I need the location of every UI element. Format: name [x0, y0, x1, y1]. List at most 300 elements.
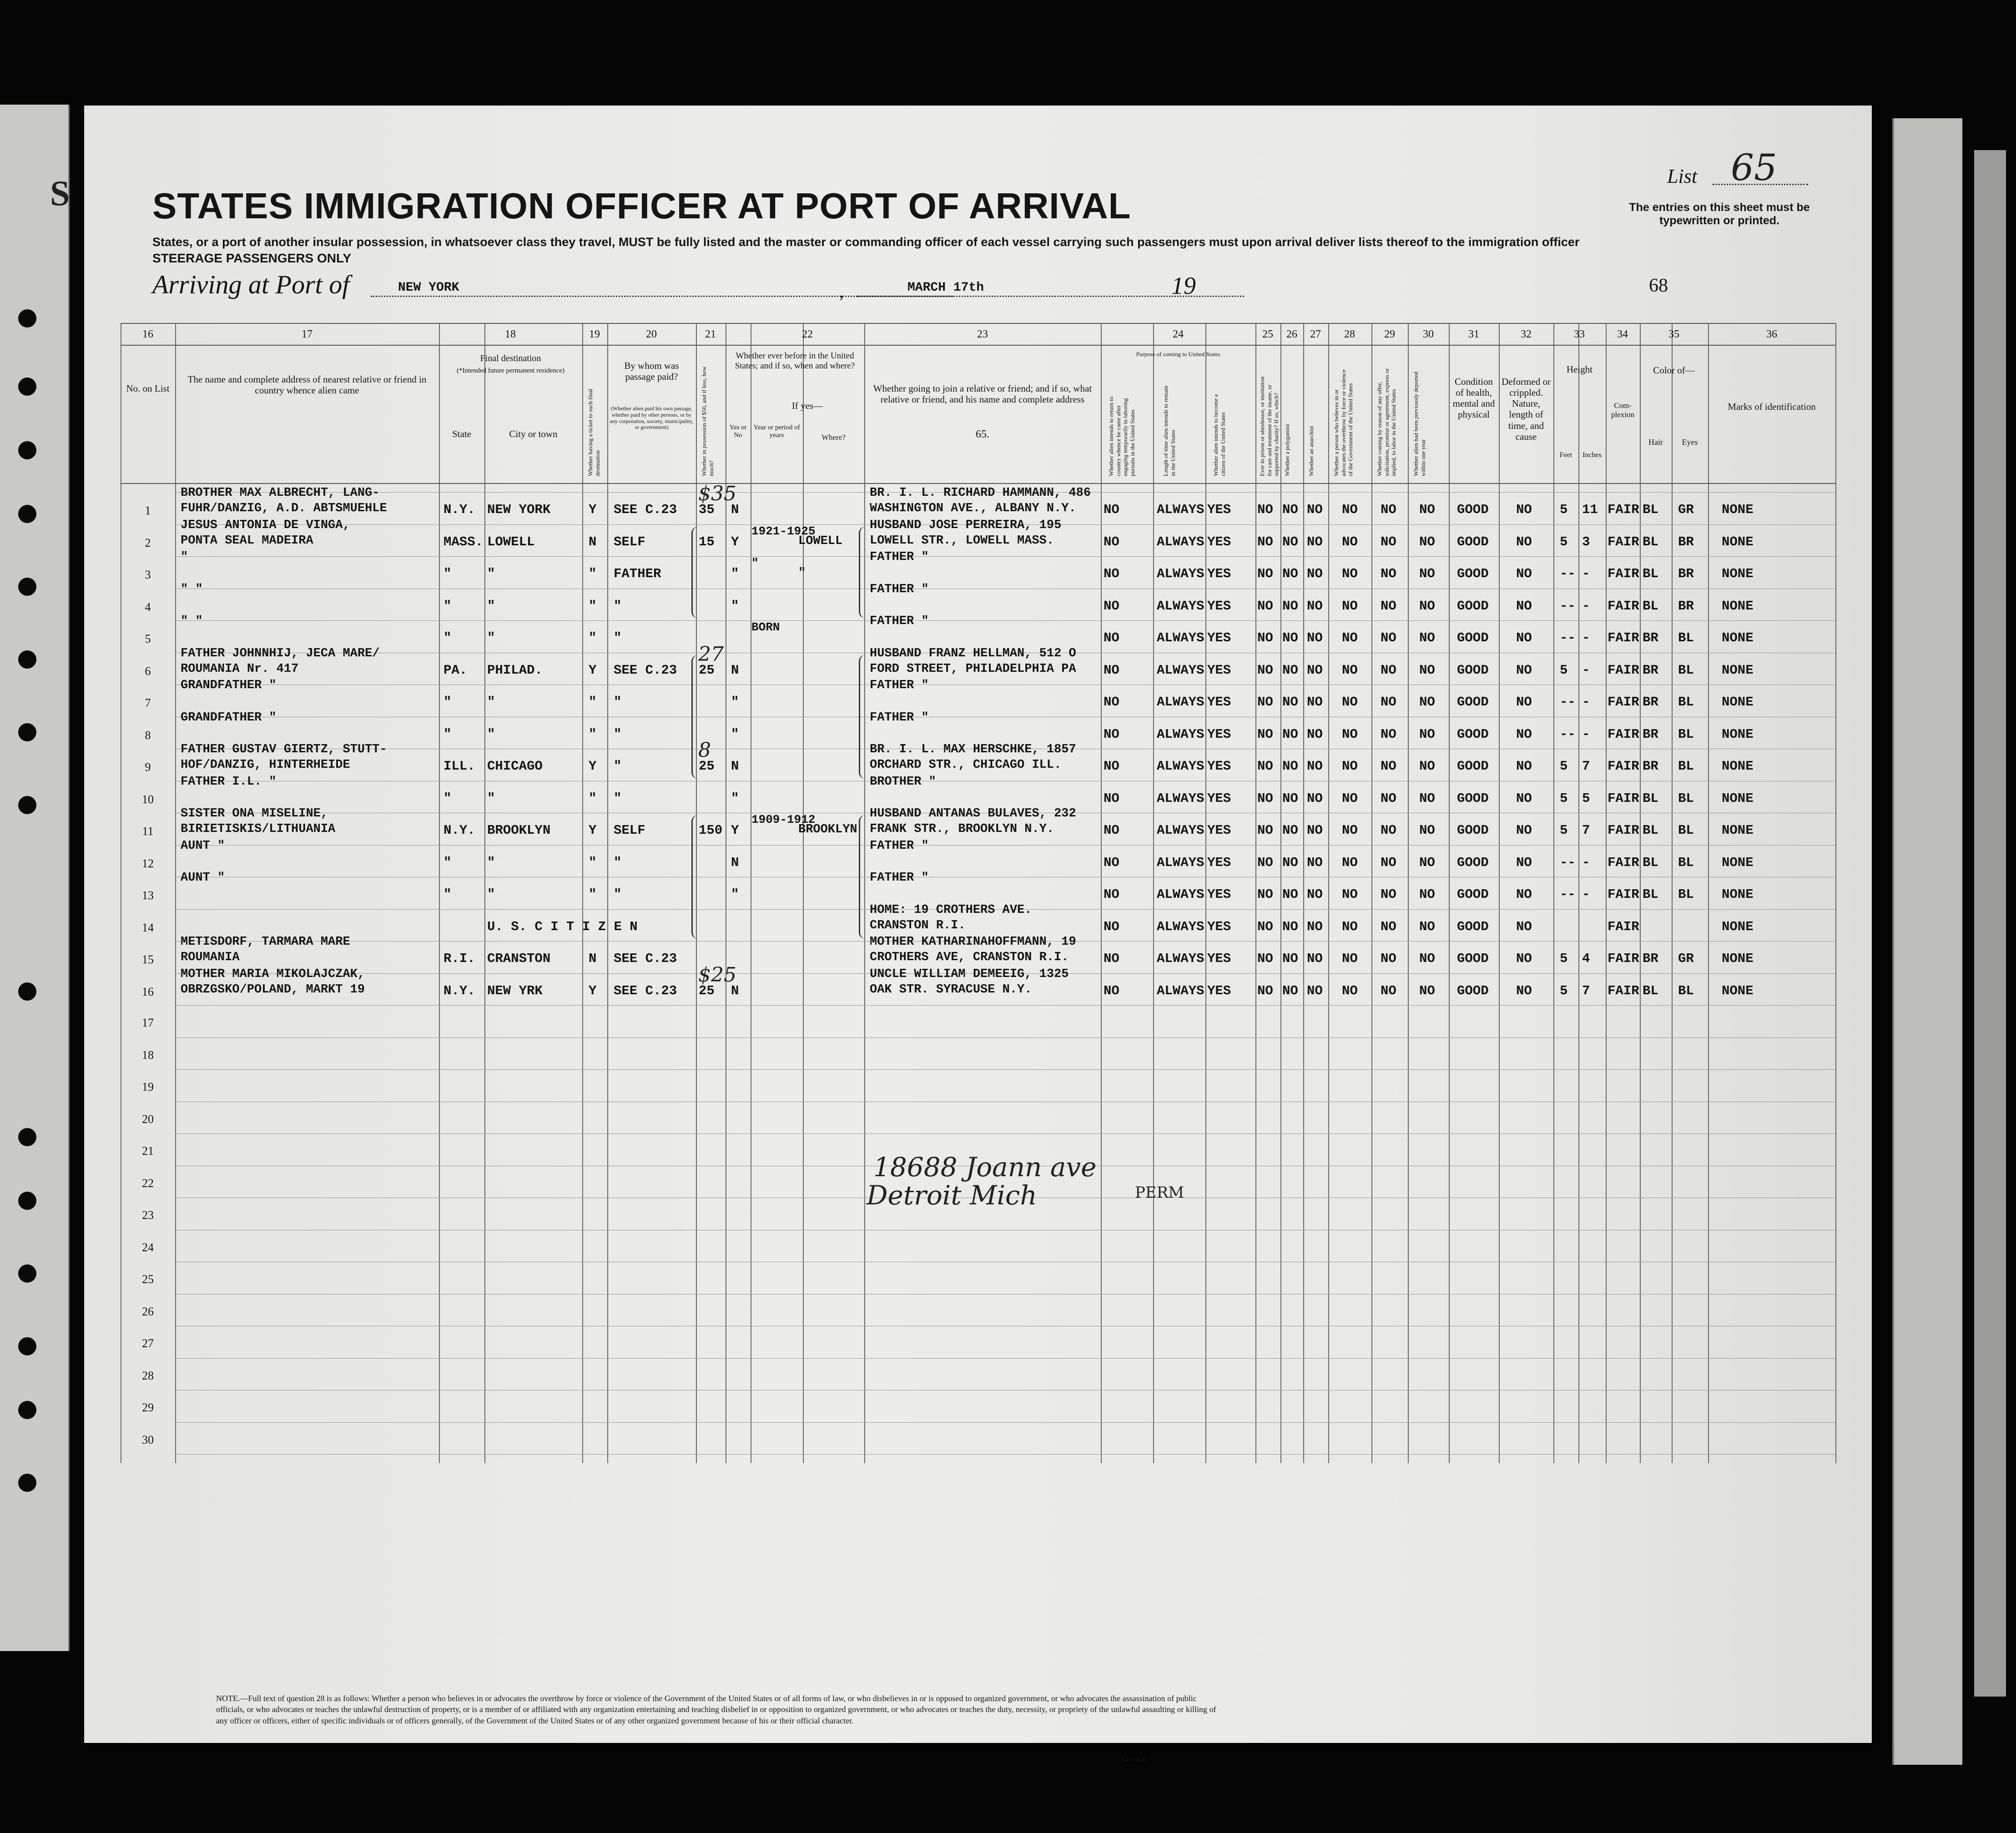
money-value: 15	[699, 534, 715, 549]
health-value: GOOD	[1457, 630, 1489, 645]
polygamist-value: NO	[1282, 791, 1298, 806]
left-page-fragment: S	[50, 173, 70, 213]
height-inches-value: -	[1582, 662, 1590, 678]
purpose-return-value: NO	[1104, 502, 1119, 517]
ticket-value: "	[589, 695, 597, 710]
complexion-value: FAIR	[1608, 695, 1639, 710]
polygamist-value: NO	[1282, 695, 1298, 710]
hair-value: BL	[1643, 855, 1658, 870]
q29-value: NO	[1381, 566, 1396, 581]
row-number: 17	[142, 1016, 154, 1029]
money-value: 150	[699, 823, 723, 838]
binder-hole	[18, 982, 36, 1001]
row-rule	[175, 1037, 1835, 1038]
before-us-value: N	[731, 502, 739, 517]
marks-value: NONE	[1722, 630, 1754, 645]
deformed-value: NO	[1516, 502, 1532, 517]
destination-state: "	[444, 855, 452, 870]
q29-value: NO	[1381, 534, 1396, 549]
row-number: 5	[145, 632, 151, 645]
row-number: 29	[142, 1401, 154, 1414]
marks-value: NONE	[1722, 662, 1754, 678]
height-inches-value: -	[1582, 598, 1590, 614]
row-rule	[175, 1069, 1835, 1070]
row-number: 26	[142, 1304, 154, 1318]
destination-city: U. S. C I T I Z E N	[487, 919, 638, 934]
column-rule	[1408, 323, 1409, 1463]
joining-relative: FATHER "	[870, 839, 929, 853]
anarchist-value: NO	[1307, 919, 1323, 934]
relative-address: PONTA SEAL MADEIRA	[181, 534, 313, 548]
q29-value: NO	[1381, 791, 1396, 806]
purpose-length-value: ALWAYS	[1157, 919, 1205, 934]
purpose-citizen-value: YES	[1207, 630, 1231, 645]
purpose-return-value: NO	[1104, 887, 1119, 902]
row-number: 27	[142, 1337, 154, 1350]
money-value: 35	[699, 502, 715, 517]
q30-value: NO	[1419, 983, 1435, 998]
header-q28: Whether a person who believes in or advocates the overthrow by force or violence of the Government of the United States	[1333, 369, 1354, 476]
health-value: GOOD	[1457, 983, 1489, 998]
deformed-value: NO	[1516, 855, 1532, 870]
deformed-value: NO	[1516, 630, 1532, 645]
purpose-length-value: ALWAYS	[1157, 598, 1205, 614]
destination-city: NEW YORK	[487, 502, 551, 517]
destination-city: "	[487, 630, 495, 645]
ticket-value: "	[589, 566, 597, 581]
header-health: Condition of health, mental and physical	[1452, 376, 1495, 420]
binder-hole	[18, 441, 36, 459]
binder-hole	[18, 1401, 36, 1419]
relative-address: BIRIETISKIS/LITHUANIA	[181, 822, 336, 836]
anarchist-value: NO	[1307, 630, 1323, 645]
column-rule	[1328, 323, 1329, 1463]
health-value: GOOD	[1457, 598, 1489, 614]
q29-value: NO	[1381, 695, 1396, 710]
eyes-value: GR	[1678, 951, 1694, 966]
header-money: Whether in possession of $50, and if less, how much?	[701, 366, 715, 476]
binder-hole	[18, 1337, 36, 1355]
column-number-rule	[121, 345, 1835, 346]
destination-state: "	[444, 566, 452, 581]
health-value: GOOD	[1457, 855, 1489, 870]
q30-value: NO	[1419, 502, 1435, 517]
column-number: 31	[1468, 328, 1479, 340]
hair-value: BL	[1643, 791, 1658, 806]
row-rule	[175, 845, 1835, 846]
q30-value: NO	[1419, 726, 1435, 742]
years-value: 1921-1925	[751, 524, 816, 538]
marks-value: NONE	[1722, 823, 1754, 838]
purpose-return-value: NO	[1104, 983, 1119, 998]
q29-value: NO	[1381, 887, 1396, 902]
prison-value: NO	[1257, 598, 1273, 614]
prison-value: NO	[1257, 983, 1273, 998]
column-rule	[1101, 323, 1102, 1463]
destination-city: "	[487, 855, 495, 870]
header-city: City or town	[509, 428, 558, 439]
health-value: GOOD	[1457, 534, 1489, 549]
port-value: NEW YORK	[398, 281, 459, 295]
row-number: 2	[145, 536, 151, 549]
joining-relative: FATHER "	[870, 871, 929, 885]
eyes-value: GR	[1678, 502, 1694, 517]
health-value: GOOD	[1457, 951, 1489, 966]
row-rule	[175, 556, 1835, 557]
joining-relative: ORCHARD STR., CHICAGO ILL.	[870, 758, 1062, 772]
purpose-length-value: ALWAYS	[1157, 630, 1205, 645]
destination-state: "	[444, 630, 452, 645]
ticket-value: Y	[589, 759, 597, 774]
column-number: 35	[1668, 328, 1679, 340]
q30-value: NO	[1419, 598, 1435, 614]
prison-value: NO	[1257, 630, 1273, 645]
relative-address: "	[181, 550, 188, 564]
polygamist-value: NO	[1282, 726, 1298, 742]
before-us-value: Y	[731, 823, 739, 838]
where-value: LOWELL	[798, 534, 843, 548]
relative-address: SISTER ONA MISELINE,	[181, 807, 328, 821]
purpose-citizen-value: YES	[1207, 534, 1231, 549]
height-feet-value: --	[1560, 726, 1576, 742]
row-number: 18	[142, 1048, 154, 1062]
q29-value: NO	[1381, 759, 1396, 774]
destination-city: "	[487, 887, 495, 902]
purpose-length-value: ALWAYS	[1157, 855, 1205, 870]
relative-address: ROUMANIA Nr. 417	[181, 662, 299, 676]
joining-bracket	[859, 527, 867, 619]
health-value: GOOD	[1457, 502, 1489, 517]
page-title: STATES IMMIGRATION OFFICER AT PORT OF ARRIVAL	[152, 186, 1131, 226]
destination-state: "	[444, 887, 452, 902]
row-number: 20	[142, 1112, 154, 1126]
column-rule	[1280, 323, 1281, 1463]
purpose-length-value: ALWAYS	[1157, 726, 1205, 742]
manifest-page	[84, 106, 1872, 1763]
arriving-label: Arriving at Port of	[152, 270, 350, 299]
purpose-return-value: NO	[1104, 630, 1119, 645]
column-number: 23	[977, 328, 988, 340]
binder-hole	[18, 309, 36, 327]
joining-relative: UNCLE WILLIAM DEMEEIG, 1325	[870, 967, 1069, 981]
destination-city: "	[487, 695, 495, 710]
column-number: 20	[646, 328, 657, 340]
destination-city: "	[487, 598, 495, 614]
q28-value: NO	[1342, 919, 1358, 934]
purpose-citizen-value: YES	[1207, 502, 1231, 517]
q30-value: NO	[1419, 887, 1435, 902]
eyes-value: BL	[1678, 759, 1694, 774]
health-value: GOOD	[1457, 566, 1489, 581]
destination-state: N.Y.	[444, 983, 475, 998]
row-number: 9	[145, 760, 151, 774]
destination-city: "	[487, 726, 495, 742]
column-rule	[1672, 323, 1673, 1463]
row-rule	[175, 1454, 1835, 1455]
comma: ,	[839, 281, 844, 302]
purpose-length-value: ALWAYS	[1157, 887, 1205, 902]
destination-state: "	[444, 598, 452, 614]
column-number: 30	[1423, 328, 1434, 340]
header-purpose-length: Length of time alien intends to remain in the United States	[1162, 385, 1176, 476]
q28-value: NO	[1342, 502, 1358, 517]
ticket-value: Y	[589, 823, 597, 838]
column-rule	[1553, 323, 1554, 1463]
passage-paid-value: SEE C.23	[614, 662, 677, 678]
purpose-citizen-value: YES	[1207, 823, 1231, 838]
purpose-citizen-value: YES	[1207, 887, 1231, 902]
column-rule	[582, 323, 583, 1463]
column-number: 26	[1286, 328, 1297, 340]
right-adjacent-page-edge	[1974, 150, 2006, 1697]
hair-value: BL	[1643, 502, 1658, 517]
anarchist-value: NO	[1307, 983, 1323, 998]
column-number: 32	[1521, 328, 1532, 340]
before-us-value: N	[731, 759, 739, 774]
header-q30: Whether alien had been previously deported within one year	[1412, 372, 1426, 476]
row-number: 19	[142, 1080, 154, 1093]
column-rule	[1255, 323, 1256, 1463]
header-deformed: Deformed or crippled. Nature, length of time, and cause	[1502, 376, 1551, 442]
passage-paid-value: "	[614, 598, 622, 614]
relative-address: " "	[181, 614, 203, 628]
purpose-citizen-value: YES	[1207, 566, 1231, 581]
q28-value: NO	[1342, 662, 1358, 678]
binder-hole	[18, 723, 36, 741]
hair-value: BR	[1643, 726, 1658, 742]
passage-paid-value: SEE C.23	[614, 983, 677, 998]
column-rule	[1205, 323, 1206, 1463]
right-adjacent-page	[1892, 118, 1962, 1765]
polygamist-value: NO	[1282, 759, 1298, 774]
before-us-value: N	[731, 855, 739, 870]
destination-state: PA.	[444, 662, 468, 678]
header-before-us: Whether ever before in the United States; and if so, when and where?	[735, 351, 855, 371]
money-bracket	[691, 815, 699, 939]
polygamist-value: NO	[1282, 983, 1298, 998]
binder-hole	[18, 578, 36, 596]
prison-value: NO	[1257, 951, 1273, 966]
deformed-value: NO	[1516, 662, 1532, 678]
purpose-citizen-value: YES	[1207, 726, 1231, 742]
prison-value: NO	[1257, 759, 1273, 774]
column-number: 24	[1173, 328, 1184, 340]
q29-value: NO	[1381, 919, 1396, 934]
ticket-value: "	[589, 855, 597, 870]
ticket-value: "	[589, 887, 597, 902]
marks-value: NONE	[1722, 726, 1754, 742]
column-number: 33	[1574, 328, 1585, 340]
column-rule	[1371, 323, 1372, 1463]
q28-value: NO	[1342, 598, 1358, 614]
binder-hole	[18, 650, 36, 669]
page-number: 68	[1649, 275, 1668, 296]
column-number: 34	[1617, 328, 1628, 340]
q28-value: NO	[1342, 951, 1358, 966]
purpose-length-value: ALWAYS	[1157, 759, 1205, 774]
column-number: 36	[1766, 328, 1777, 340]
marks-value: NONE	[1722, 791, 1754, 806]
header-bottom-rule	[121, 483, 1835, 484]
row-number: 10	[142, 792, 154, 806]
deformed-value: NO	[1516, 887, 1532, 902]
q28-value: NO	[1342, 566, 1358, 581]
footnote-question-28: NOTE.—Full text of question 28 is as follows: Whether a person who believes in or advocates the overthrow by force or violence of the Government of the United States or of all forms of law, or who disbelieves in or is opposed to organized government, or who advocates the assassination of public officials, or who advocates or teaches the unlawful destruction of property, or is a member of or affiliated with any organization entertaining and teaching disbelief in or opposition to organized government, or who advocates or teaches the duty, necessity, or propriety of the unlawful assaulting or killing of any officer or officers, either of specific individuals or of officers generally, of the Government of the United States or of any other organized government because of his or their official character.	[216, 1694, 1216, 1725]
relative-address: GRANDFATHER "	[181, 679, 277, 692]
before-us-value: "	[731, 695, 739, 710]
purpose-length-value: ALWAYS	[1157, 695, 1205, 710]
purpose-length-value: ALWAYS	[1157, 566, 1205, 581]
passage-paid-value: "	[614, 791, 622, 806]
height-inches-value: 3	[1582, 534, 1590, 549]
passage-paid-value: "	[614, 759, 622, 774]
left-adjacent-page	[0, 105, 70, 1651]
prison-value: NO	[1257, 855, 1273, 870]
q29-value: NO	[1381, 855, 1396, 870]
joining-relative: FATHER "	[870, 550, 929, 564]
q28-value: NO	[1342, 791, 1358, 806]
purpose-citizen-value: YES	[1207, 791, 1231, 806]
q28-value: NO	[1342, 759, 1358, 774]
header-where: Where?	[822, 433, 846, 442]
deformed-value: NO	[1516, 695, 1532, 710]
header-q29: Whether coming by reason of any offer, solicitation, promise or agreement, express or implied, to labor in the United States	[1376, 368, 1397, 476]
purpose-return-value: NO	[1104, 951, 1119, 966]
complexion-value: FAIR	[1608, 887, 1639, 902]
joining-relative: FRANK STR., BROOKLYN N.Y.	[870, 822, 1054, 836]
ticket-value: Y	[589, 502, 597, 517]
polygamist-value: NO	[1282, 951, 1298, 966]
height-feet-value: 5	[1560, 951, 1568, 966]
complexion-value: FAIR	[1608, 598, 1639, 614]
q28-value: NO	[1342, 823, 1358, 838]
destination-state: N.Y.	[444, 823, 475, 838]
q30-value: NO	[1419, 695, 1435, 710]
q30-value: NO	[1419, 534, 1435, 549]
row-number: 8	[145, 728, 151, 742]
health-value: GOOD	[1457, 887, 1489, 902]
ticket-value: Y	[589, 662, 597, 678]
purpose-citizen-value: YES	[1207, 919, 1231, 934]
column-rule	[1449, 323, 1450, 1463]
relative-address: JESUS ANTONIA DE VINGA,	[181, 518, 350, 532]
instruction-text: States, or a port of another insular possession, in whatsoever class they travel, MUST be fully listed and the master or commanding officer of each vessel carrying such passengers must upon arrival deliver lists thereof to the immigration officer	[152, 235, 1580, 249]
q29-value: NO	[1381, 983, 1396, 998]
column-rule	[1835, 323, 1836, 1463]
header-feet: Feet	[1559, 451, 1572, 459]
marks-value: NONE	[1722, 919, 1754, 934]
before-us-value: "	[731, 566, 739, 581]
q28-value: NO	[1342, 695, 1358, 710]
anarchist-value: NO	[1307, 887, 1323, 902]
purpose-length-value: ALWAYS	[1157, 951, 1205, 966]
height-feet-value: --	[1560, 695, 1576, 710]
purpose-return-value: NO	[1104, 534, 1119, 549]
header-purpose-citizen: Whether alien intends to become a citizen of the United States	[1212, 394, 1226, 476]
health-value: GOOD	[1457, 726, 1489, 742]
before-us-value: "	[731, 598, 739, 614]
relative-address: FATHER GUSTAV GIERTZ, STUTT-	[181, 743, 387, 756]
destination-state: "	[444, 791, 452, 806]
complexion-value: FAIR	[1608, 726, 1639, 742]
ticket-value: "	[589, 598, 597, 614]
relative-address: AUNT "	[181, 839, 225, 853]
purpose-return-value: NO	[1104, 823, 1119, 838]
handwritten-money: 8	[698, 739, 711, 762]
header-inches: Inches	[1583, 451, 1602, 459]
relative-address: FUHR/DANZIG, A.D. ABTSMUEHLE	[181, 502, 387, 515]
header-hair: Hair	[1648, 438, 1663, 447]
header-no-on-list: No. on List	[126, 383, 170, 394]
marks-value: NONE	[1722, 983, 1754, 998]
passage-paid-value: SEE C.23	[614, 951, 677, 966]
joining-relative: OAK STR. SYRACUSE N.Y.	[870, 982, 1032, 997]
eyes-value: BL	[1678, 855, 1694, 870]
handwritten-address-line1: 18688 Joann ave	[873, 1152, 1097, 1183]
column-rule	[607, 323, 608, 1463]
money-value: 25	[699, 759, 715, 774]
header-final-destination: Final destination	[480, 353, 541, 363]
before-us-value: "	[731, 726, 739, 742]
relative-address: MOTHER MARIA MIKOLAJCZAK,	[181, 967, 365, 981]
column-rule	[1708, 323, 1709, 1463]
deformed-value: NO	[1516, 983, 1532, 998]
money-bracket	[691, 655, 699, 779]
anarchist-value: NO	[1307, 823, 1323, 838]
row-rule	[175, 1422, 1835, 1423]
passage-paid-value: FATHER	[614, 566, 661, 581]
years-value: 1909-1912	[751, 813, 816, 826]
q30-value: NO	[1419, 791, 1435, 806]
row-number: 24	[142, 1240, 154, 1254]
height-feet-value: 5	[1560, 502, 1568, 517]
column-number: 22	[802, 328, 813, 340]
before-us-value: "	[731, 791, 739, 806]
joining-relative: CRANSTON R.I.	[870, 918, 966, 932]
passage-paid-value: "	[614, 855, 622, 870]
q28-value: NO	[1342, 983, 1358, 998]
column-number: 17	[302, 328, 312, 340]
purpose-length-value: ALWAYS	[1157, 662, 1205, 678]
height-feet-value: --	[1560, 598, 1576, 614]
joining-relative: CROTHERS AVE, CRANSTON R.I.	[870, 951, 1069, 964]
relative-address: METISDORF, TARMARA MARE	[181, 935, 350, 949]
handwritten-money: $25	[698, 963, 736, 987]
column-rule	[1303, 323, 1304, 1463]
prison-value: NO	[1257, 823, 1273, 838]
anarchist-value: NO	[1307, 759, 1323, 774]
destination-state: R.I.	[444, 951, 475, 966]
deformed-value: NO	[1516, 598, 1532, 614]
handwritten-money: 27	[698, 642, 724, 666]
purpose-citizen-value: YES	[1207, 855, 1231, 870]
q30-value: NO	[1419, 823, 1435, 838]
typewritten-note: The entries on this sheet must be typewritten or printed.	[1629, 201, 1810, 227]
height-inches-value: -	[1582, 726, 1590, 742]
column-number: 19	[589, 328, 600, 340]
hair-value: BL	[1643, 823, 1658, 838]
row-number: 1	[145, 504, 151, 517]
anarchist-value: NO	[1307, 791, 1323, 806]
purpose-return-value: NO	[1104, 919, 1119, 934]
joining-relative: FATHER "	[870, 710, 929, 725]
complexion-value: FAIR	[1608, 662, 1639, 678]
passage-paid-value: SEE C.23	[614, 502, 677, 517]
relative-address: HOF/DANZIG, HINTERHEIDE	[181, 758, 350, 772]
table-top-rule	[121, 323, 1835, 324]
destination-city: BROOKLYN	[487, 823, 551, 838]
prison-value: NO	[1257, 502, 1273, 517]
